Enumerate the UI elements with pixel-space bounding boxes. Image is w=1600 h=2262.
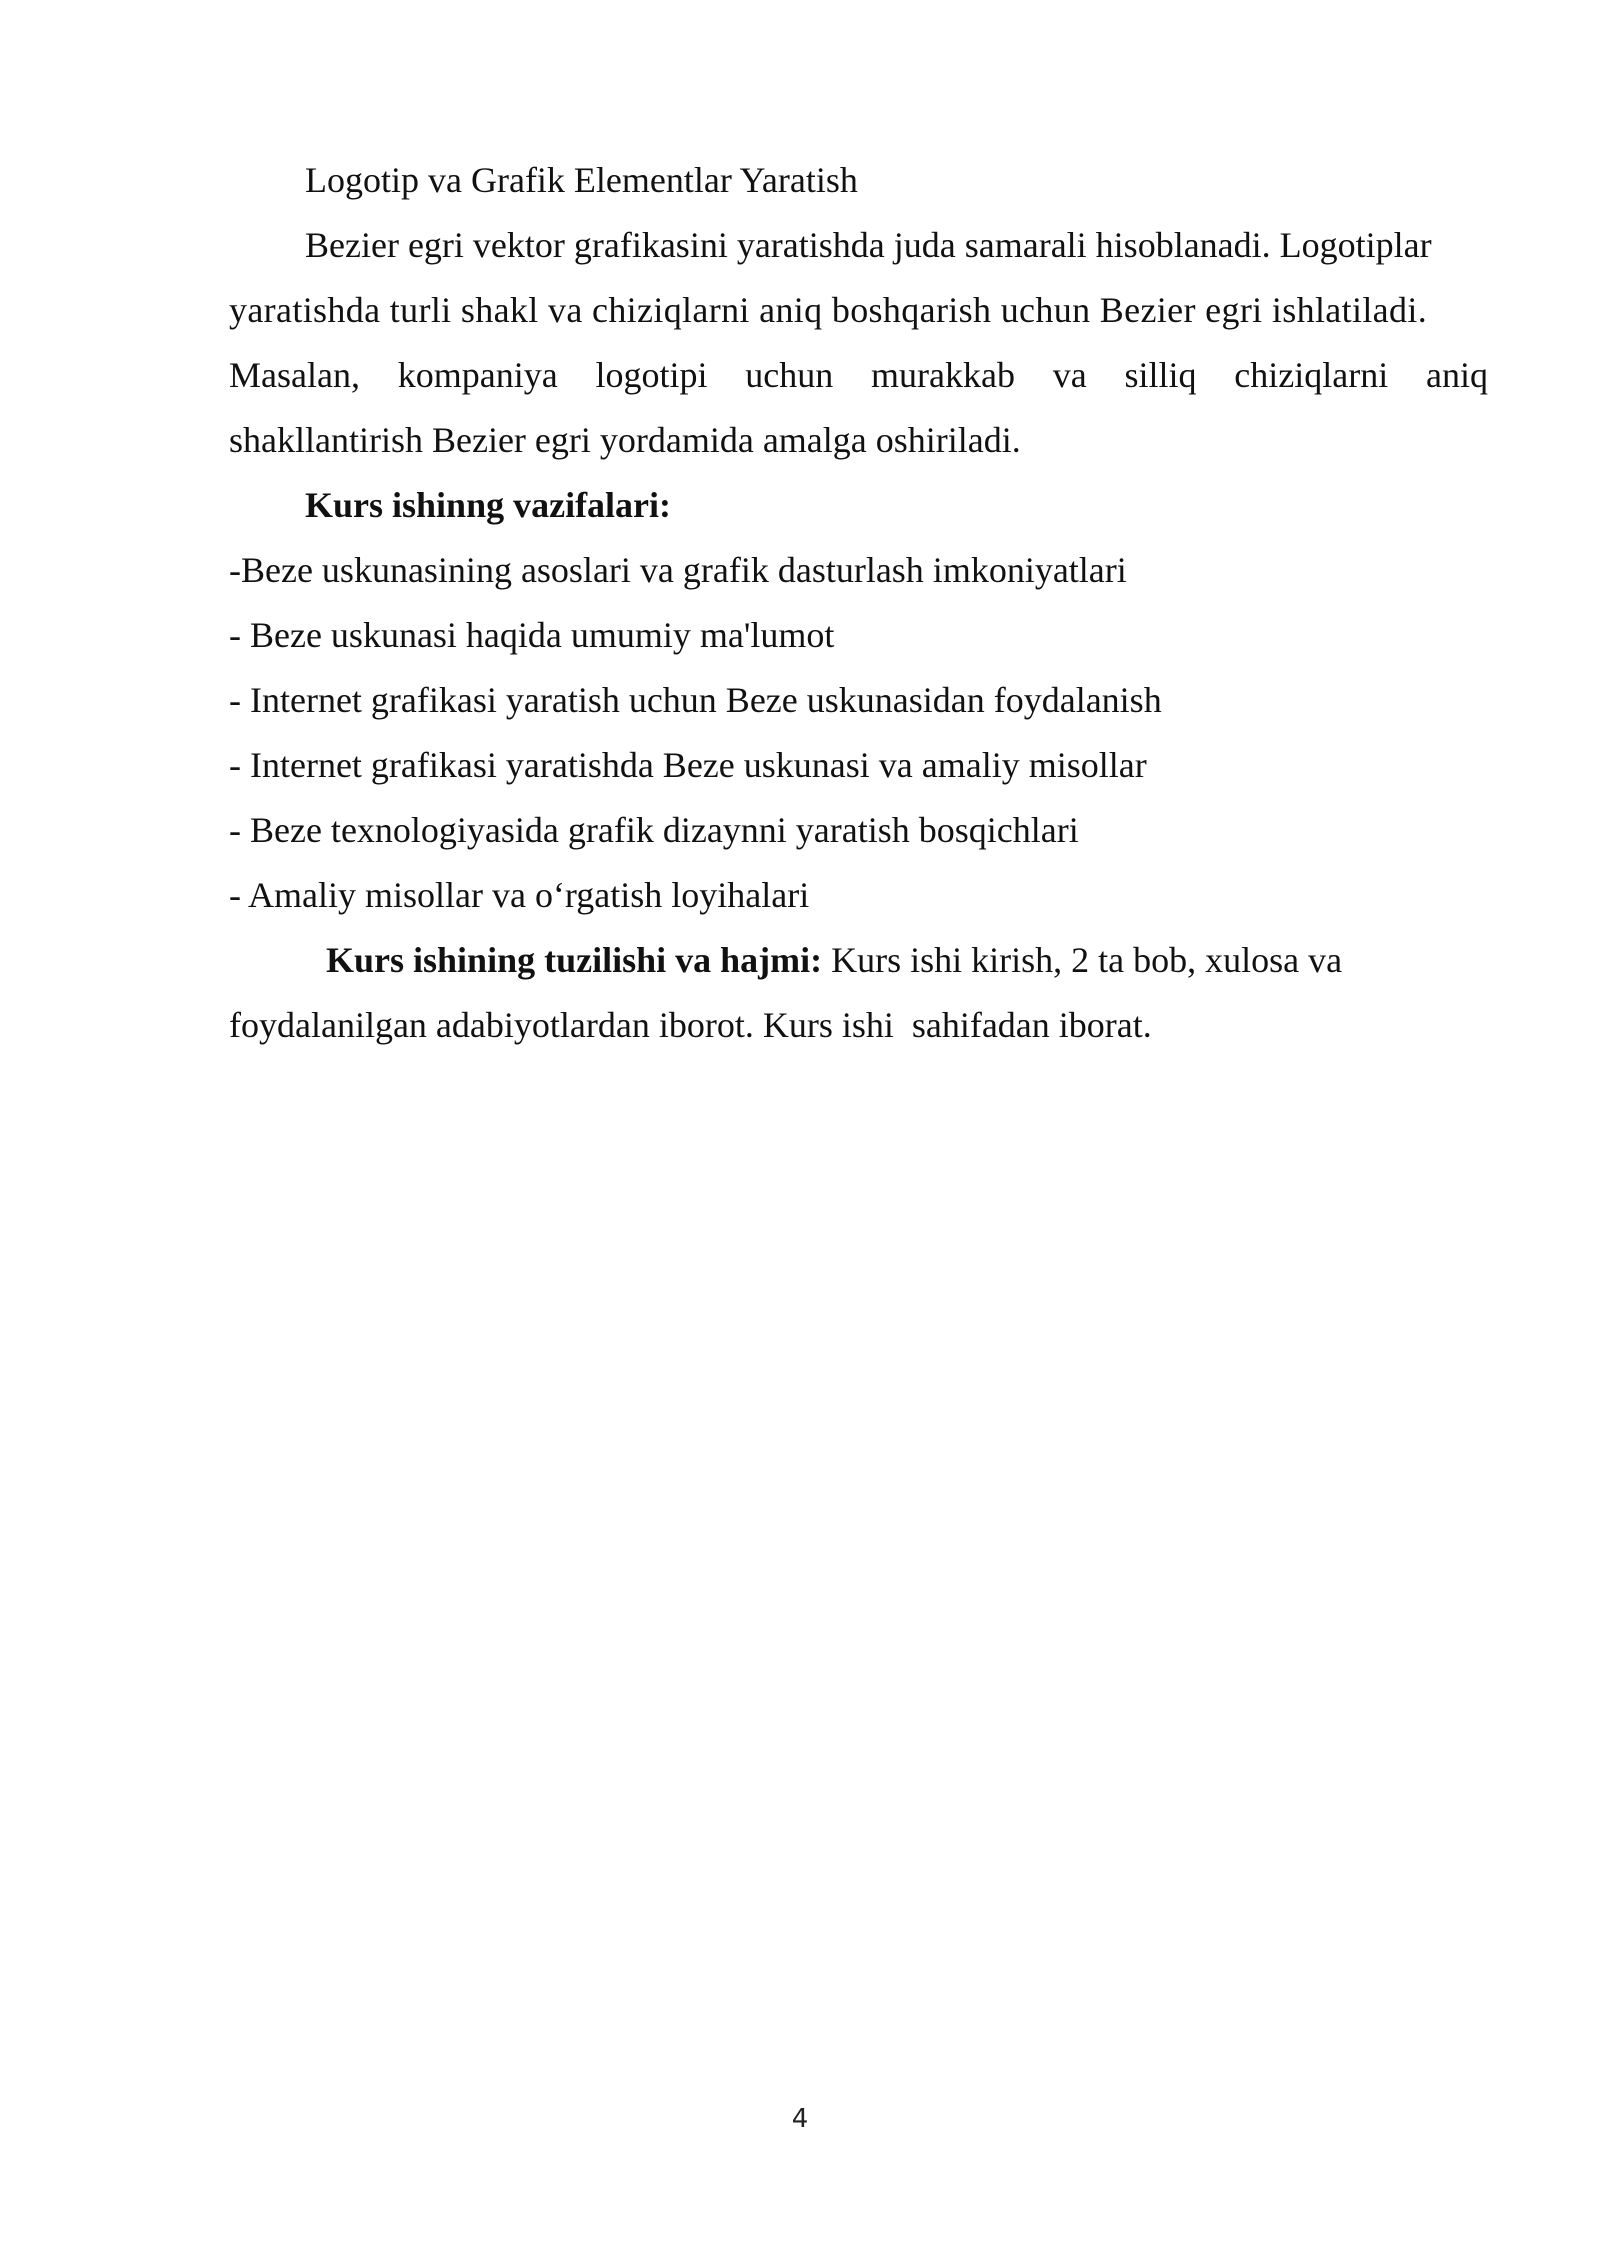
- page-number: 4: [791, 2104, 809, 2134]
- paragraph-word: uchun: [745, 355, 834, 395]
- paragraph-word: Masalan,: [229, 355, 360, 395]
- structure-label: Kurs ishining tuzilishi va hajmi:: [326, 940, 823, 980]
- structure-text: Kurs ishi kirish, 2 ta bob, xulosa va: [822, 940, 1343, 980]
- body-text: [229, 148, 1488, 1058]
- structure-line-1: [229, 928, 1488, 993]
- paragraph-word: silliq: [1124, 355, 1197, 395]
- paragraph-word: chiziqlarni: [1234, 355, 1389, 395]
- section-title: Logotip va Grafik Elementlar Yaratish: [305, 160, 858, 200]
- paragraph-word: kompaniya: [397, 355, 558, 395]
- paragraph-line-3: [229, 343, 1488, 408]
- list-item: - Beze texnologiyasida grafik dizaynni yaratish bosqichlari: [229, 810, 1079, 850]
- paragraph-line-2: yaratishda turli shakl va chiziqlarni aniq boshqarish uchun Bezier egri ishlatiladi.: [229, 290, 1428, 330]
- structure-line-2: foydalanilgan adabiyotlardan iborot. Kurs ishi sahifadan iborat.: [229, 1005, 1152, 1045]
- list-item: - Internet grafikasi yaratishda Beze uskunasi va amaliy misollar: [229, 745, 1147, 785]
- paragraph-line-4: shakllantirish Bezier egri yordamida amalga oshiriladi.: [229, 420, 1021, 460]
- paragraph-word: logotipi: [595, 355, 708, 395]
- paragraph-line-1: Bezier egri vektor grafikasini yaratishda juda samarali hisoblanadi. Logotiplar: [305, 225, 1432, 265]
- list-item: - Amaliy misollar va o‘rgatish loyihalari: [229, 875, 810, 915]
- list-item: - Internet grafikasi yaratish uchun Beze uskunasidan foydalanish: [229, 680, 1162, 720]
- paragraph-word: murakkab: [871, 355, 1015, 395]
- list-item: -Beze uskunasining asoslari va grafik dasturlash imkoniyatlari: [229, 550, 1127, 590]
- list-item: - Beze uskunasi haqida umumiy ma'lumot: [229, 615, 835, 655]
- paragraph-word: va: [1052, 355, 1087, 395]
- tasks-heading: Kurs ishinng vazifalari:: [305, 485, 672, 525]
- paragraph-word: aniq: [1425, 355, 1488, 395]
